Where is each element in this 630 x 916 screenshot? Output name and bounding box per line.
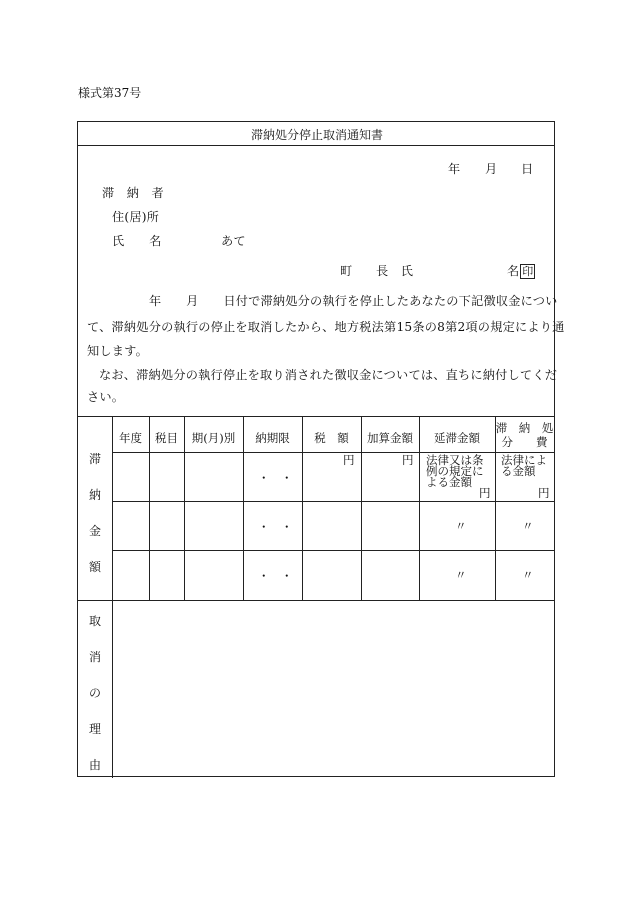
delinquent-ditto: 〃	[455, 519, 467, 533]
row-line	[112, 550, 554, 551]
body-line-4: なお、滞納処分の執行停止を取り消された徴収金については、直ちに納付してくだ	[99, 368, 558, 382]
side-label-char: 額	[88, 560, 101, 574]
header-tax-amount: 税 額	[314, 431, 349, 445]
issuer-town: 町	[340, 264, 353, 278]
header-tax-item: 税目	[155, 431, 178, 445]
taxpayer-name-label: 氏 名	[112, 234, 162, 248]
reason-label-char: 取	[88, 614, 101, 628]
title-divider	[78, 145, 554, 146]
side-label-char: 金	[88, 524, 101, 538]
fee-ditto: 〃	[522, 519, 534, 533]
side-label-char: 滞	[88, 452, 101, 466]
due-date-dots: ・ ・	[258, 520, 293, 534]
header-row-line	[112, 452, 554, 453]
fee-ditto: 〃	[522, 568, 534, 582]
date-day: 日	[521, 162, 534, 176]
fee-note-1: 法律によ	[501, 453, 547, 467]
delinquent-yen: 円	[479, 486, 491, 500]
side-label-char: 納	[88, 488, 101, 502]
due-date-dots: ・ ・	[258, 471, 293, 485]
taxpayer-label: 滞 納 者	[102, 186, 164, 200]
form-number: 様式第37号	[78, 86, 142, 100]
reason-label-char: 理	[88, 722, 101, 736]
header-disposal-fee-1: 滞 納 処	[495, 421, 554, 435]
body-line-3: 知します。	[87, 344, 148, 358]
taxpayer-address-label: 住(居)所	[112, 210, 160, 224]
reason-label-char: 由	[88, 758, 101, 772]
taxpayer-ate: あて	[221, 234, 246, 248]
header-additional: 加算金額	[367, 431, 413, 445]
delinquent-ditto: 〃	[455, 568, 467, 582]
date-month: 月	[485, 162, 498, 176]
seal-box: 印	[522, 265, 534, 278]
header-disposal-fee-2: 分 費	[501, 435, 548, 449]
issuer-mayor: 長 氏	[376, 264, 414, 278]
header-year: 年度	[119, 431, 142, 445]
reason-top-line	[78, 600, 554, 601]
body-line-5: さい。	[87, 390, 125, 404]
reason-label-char: の	[88, 686, 101, 700]
header-period: 期(月)別	[191, 431, 236, 445]
delinquent-note-1: 法律又は条	[426, 453, 484, 467]
body-line-2: て、滞納処分の執行の停止を取消したから、地方税法第15条の8第2項の規定により通	[87, 320, 565, 334]
delinquent-note-3: よる金額	[426, 475, 472, 489]
issuer-name-seal	[507, 262, 535, 279]
additional-yen: 円	[402, 453, 414, 467]
body-line-1: 年 月 日付で滞納処分の執行を停止したあなたの下記徴収金につい	[149, 294, 558, 308]
side-label-divider	[112, 416, 113, 778]
notice-form	[77, 121, 565, 777]
issuer-name-mark: 名	[507, 264, 520, 278]
tax-yen: 円	[343, 453, 355, 467]
header-due-date: 納期限	[255, 431, 290, 445]
reason-label-char: 消	[88, 650, 101, 664]
fee-yen: 円	[538, 486, 550, 500]
due-date-dots: ・ ・	[258, 569, 293, 583]
row-line	[112, 501, 554, 502]
delinquent-note-2: 例の規定に	[426, 464, 484, 478]
fee-note-2: る金額	[501, 464, 536, 478]
date-year: 年	[448, 162, 461, 176]
header-delinquent: 延滞金額	[434, 431, 480, 445]
form-title: 滞納処分停止取消通知書	[250, 128, 383, 142]
